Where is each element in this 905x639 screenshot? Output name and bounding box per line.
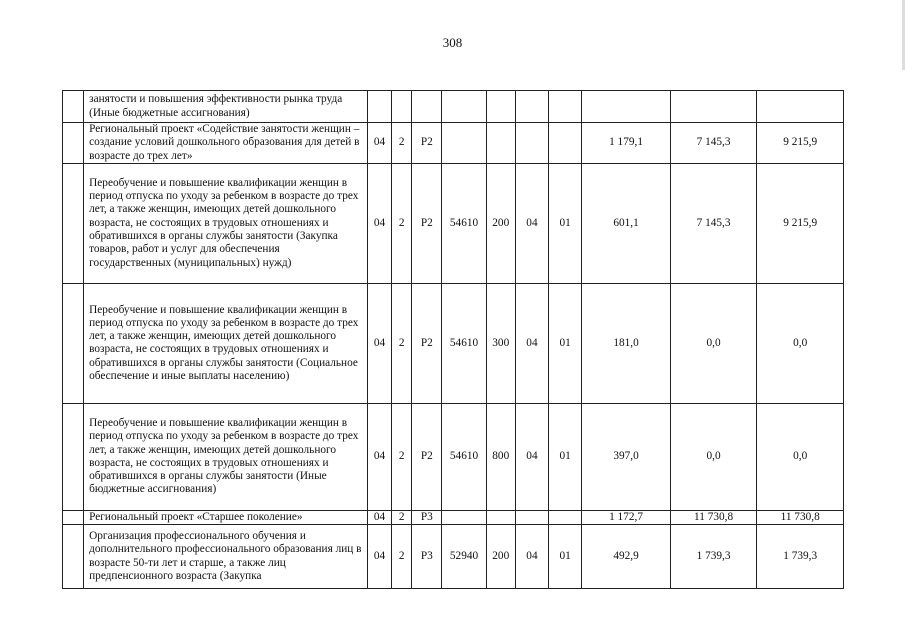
code-project-cell: Р2 xyxy=(412,123,442,164)
code-subdivision-cell: 01 xyxy=(549,525,582,589)
table-row xyxy=(63,525,844,589)
code-expense-type-cell: 200 xyxy=(486,525,515,589)
code-division-cell xyxy=(515,91,548,123)
blank-cell xyxy=(63,123,84,164)
code-project-cell: Р2 xyxy=(412,163,442,283)
code-expense-type-cell: 800 xyxy=(486,403,515,510)
item-name-cell: Переобучение и повышение квалификации женщин в период отпуска по уходу за ребенком в возрасте до трех лет, а также женщин, имеющих детей дошкольного возраста, не состоящих в трудовых отношениях и обратившихся в органы службы занятости (Закупка товаров, работ и услуг для обеспечения государственных (муниципальных) нужд) xyxy=(84,163,368,283)
item-name-cell: занятости и повышения эффективности рынка труда (Иные бюджетные ассигнования) xyxy=(84,91,368,123)
code-subdivision-cell xyxy=(549,123,582,164)
amount-year1-cell: 1 179,1 xyxy=(582,123,671,164)
amount-year3-cell: 9 215,9 xyxy=(757,163,844,283)
table-row xyxy=(63,403,844,510)
amount-year1-cell: 397,0 xyxy=(582,403,671,510)
amount-year3-cell: 1 739,3 xyxy=(757,525,844,589)
item-name-cell: Переобучение и повышение квалификации женщин в период отпуска по уходу за ребенком в возрасте до трех лет, а также женщин, имеющих детей дошкольного возраста, не состоящих в трудовых отношениях и обратившихся в органы службы занятости (Социальное обеспечение и иные выплаты населению) xyxy=(84,283,368,403)
code-direction-cell: 54610 xyxy=(442,283,486,403)
code-subdivision-cell xyxy=(549,510,582,524)
code-subdivision-cell: 01 xyxy=(549,283,582,403)
code-direction-cell: 54610 xyxy=(442,163,486,283)
code-division-cell xyxy=(515,510,548,524)
blank-cell xyxy=(63,525,84,589)
code-direction-cell xyxy=(442,123,486,164)
code-subprogram-cell: 2 xyxy=(392,510,412,524)
table-row xyxy=(63,123,844,164)
code-subdivision-cell: 01 xyxy=(549,403,582,510)
code-division-cell xyxy=(515,123,548,164)
table-row xyxy=(63,91,844,123)
blank-cell xyxy=(63,510,84,524)
code-division-cell: 04 xyxy=(515,283,548,403)
code-section-cell: 04 xyxy=(367,283,391,403)
code-subprogram-cell: 2 xyxy=(392,403,412,510)
item-name-cell: Региональный проект «Содействие занятости женщин – создание условий дошкольного образования для детей в возрасте до трех лет» xyxy=(84,123,368,164)
amount-year1-cell: 1 172,7 xyxy=(582,510,671,524)
page-number: 308 xyxy=(442,35,463,50)
code-direction-cell: 52940 xyxy=(442,525,486,589)
amount-year2-cell: 7 145,3 xyxy=(670,123,757,164)
code-division-cell: 04 xyxy=(515,163,548,283)
amount-year1-cell: 181,0 xyxy=(582,283,671,403)
amount-year2-cell: 0,0 xyxy=(670,283,757,403)
item-name-cell: Организация профессионального обучения и дополнительного профессионального образования лиц в возрасте 50-ти лет и старше, а также лиц предпенсионного возраста (Закупка xyxy=(84,525,368,589)
code-project-cell: Р3 xyxy=(412,525,442,589)
code-expense-type-cell xyxy=(486,510,515,524)
code-section-cell xyxy=(367,91,391,123)
blank-cell xyxy=(63,283,84,403)
code-expense-type-cell: 300 xyxy=(486,283,515,403)
amount-year2-cell: 0,0 xyxy=(670,403,757,510)
amount-year2-cell: 11 730,8 xyxy=(670,510,757,524)
code-direction-cell: 54610 xyxy=(442,403,486,510)
code-subprogram-cell: 2 xyxy=(392,163,412,283)
code-section-cell: 04 xyxy=(367,163,391,283)
amount-year2-cell xyxy=(670,91,757,123)
amount-year1-cell: 492,9 xyxy=(582,525,671,589)
code-direction-cell xyxy=(442,91,486,123)
code-project-cell: Р3 xyxy=(412,510,442,524)
code-project-cell xyxy=(412,91,442,123)
code-section-cell: 04 xyxy=(367,510,391,524)
amount-year3-cell xyxy=(757,91,844,123)
code-subprogram-cell xyxy=(392,91,412,123)
code-expense-type-cell: 200 xyxy=(486,163,515,283)
code-expense-type-cell xyxy=(486,91,515,123)
table-row xyxy=(63,510,844,524)
code-section-cell: 04 xyxy=(367,403,391,510)
blank-cell xyxy=(63,91,84,123)
budget-table xyxy=(62,90,844,589)
blank-cell xyxy=(63,403,84,510)
item-name-cell: Переобучение и повышение квалификации женщин в период отпуска по уходу за ребенком в возрасте до трех лет, а также женщин, имеющих детей дошкольного возраста, не состоящих в трудовых отношениях и обратившихся в органы службы занятости (Иные бюджетные ассигнования) xyxy=(84,403,368,510)
code-subprogram-cell: 2 xyxy=(392,123,412,164)
code-project-cell: Р2 xyxy=(412,403,442,510)
amount-year3-cell: 11 730,8 xyxy=(757,510,844,524)
code-division-cell: 04 xyxy=(515,525,548,589)
item-name-cell: Региональный проект «Старшее поколение» xyxy=(84,510,368,524)
code-project-cell: Р2 xyxy=(412,283,442,403)
code-division-cell: 04 xyxy=(515,403,548,510)
code-subprogram-cell: 2 xyxy=(392,525,412,589)
amount-year3-cell: 0,0 xyxy=(757,403,844,510)
table-row xyxy=(63,163,844,283)
code-expense-type-cell xyxy=(486,123,515,164)
code-section-cell: 04 xyxy=(367,123,391,164)
amount-year1-cell: 601,1 xyxy=(582,163,671,283)
amount-year3-cell: 9 215,9 xyxy=(757,123,844,164)
blank-cell xyxy=(63,163,84,283)
amount-year2-cell: 1 739,3 xyxy=(670,525,757,589)
amount-year2-cell: 7 145,3 xyxy=(670,163,757,283)
code-subdivision-cell xyxy=(549,91,582,123)
amount-year3-cell: 0,0 xyxy=(757,283,844,403)
code-section-cell: 04 xyxy=(367,525,391,589)
code-direction-cell xyxy=(442,510,486,524)
table-row xyxy=(63,283,844,403)
amount-year1-cell xyxy=(582,91,671,123)
code-subprogram-cell: 2 xyxy=(392,283,412,403)
code-subdivision-cell: 01 xyxy=(549,163,582,283)
